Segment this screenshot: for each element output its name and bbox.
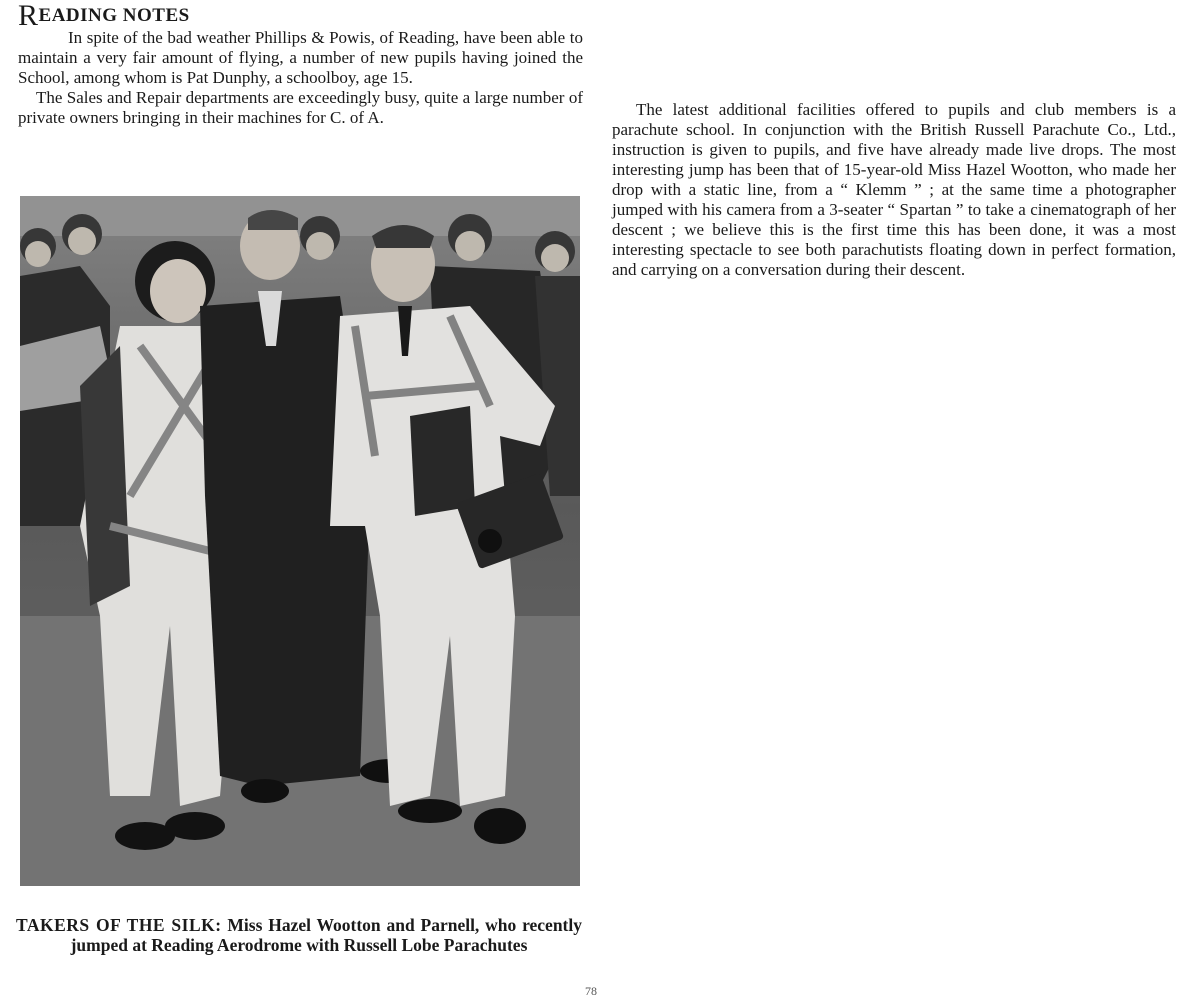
left-paragraph-1: In spite of the bad weather Phillips & Powis, of Reading, have been able to maintain a very fair amount of flying, a number of new pupils having joined the School, among whom is Pat Dunphy, a schoolboy, age 15.	[18, 28, 583, 87]
caption-text: Miss Hazel Wootton and Parnell, who recently jumped at Reading Aerodrome with Russell Lobe Parachutes	[70, 915, 582, 955]
left-paragraph-2: The Sales and Repair departments are exceedingly busy, quite a large number of private owners bringing in their machines for C. of A.	[18, 88, 583, 127]
photograph-parachutists	[20, 196, 580, 886]
photo-illustration	[20, 196, 580, 886]
right-column-text: The latest additional facilities offered to pupils and club members is a parachute school. In conjunction with the British Russell Parachute Co., Ltd., instruction is given to pupils, and five have already made live drops. The most interesting jump has been that of 15-year-old Miss Hazel Wootton, who made her drop with a static line, from a “ Klemm ” ; at the same time a photographer jumped with his camera from a 3-seater “ Spartan ” to take a cinematograph of her descent ; we believe this is the first time this has been done, it was a most interesting spectacle to see both parachutists floating down in perfect formation, and carrying on a conversation during their descent.	[612, 100, 1176, 279]
caption-lead: TAKERS OF THE SILK:	[16, 915, 222, 935]
section-heading	[18, 0, 190, 32]
photo-caption	[16, 915, 582, 955]
page-number: 78	[585, 984, 597, 998]
heading-initial: R	[18, 0, 39, 32]
heading-text: EADING NOTES	[38, 5, 190, 26]
left-column-text	[18, 28, 583, 128]
